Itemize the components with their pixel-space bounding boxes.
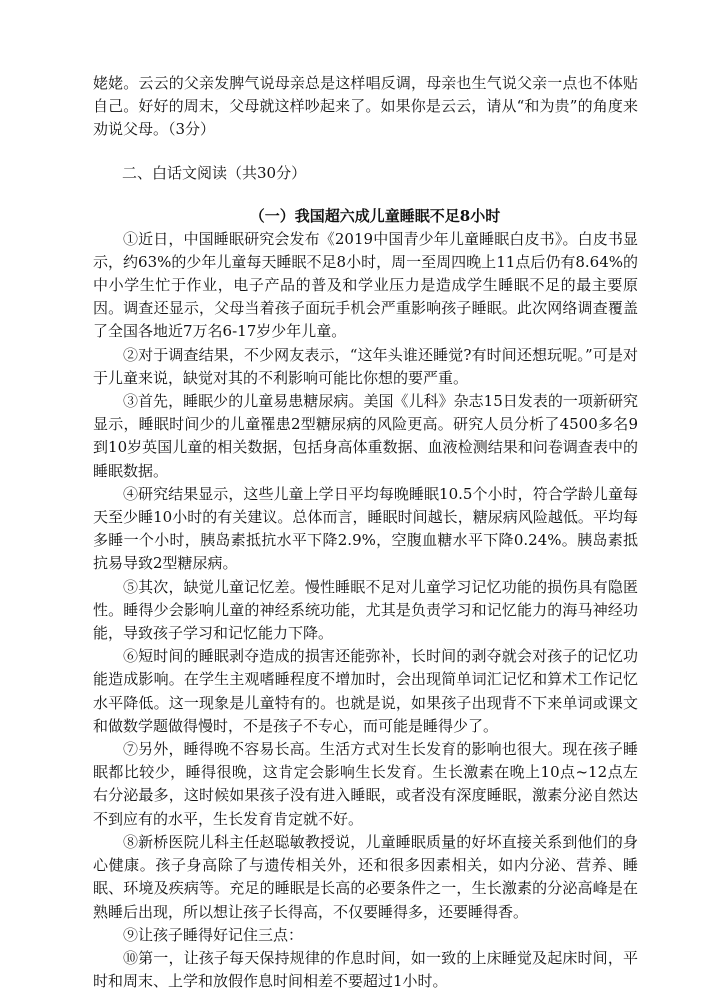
paragraph-10: ⑩第一，让孩子每天保持规律的作息时间，如一致的上床睡觉及起床时间，平时和周末、上学和放假作息时间相差不要超过1小时。 — [93, 948, 638, 991]
paragraph-6: ⑥短时间的睡眠剥夺造成的损害还能弥补，长时间的剥夺就会对孩子的记忆功能造成影响。在学生主观嗜睡程度不增加时，会出现简单词汇记忆和算术工作记忆水平降低。这一现象是儿童特有的。也就是说，如果孩子出现背不下来单词或课文和做数学题做得慢时，不是孩子不专心，而可能是睡得少了。 — [93, 647, 638, 735]
article-title: （一）我国超六成儿童睡眠不足8小时 — [249, 206, 501, 225]
section-heading: 二、白话文阅读（共30分） — [122, 163, 307, 182]
paragraph-7: ⑦另外，睡得晚不容易长高。生活方式对生长发育的影响也很大。现在孩子睡眠都比较少，睡得很晚，这肯定会影响生长发育。生长激素在晚上10点~12点左右分泌最多，这时候如果孩子没有进入睡眠，或者没有深度睡眠，激素分泌自然达不到应有的水平，生长发育肯定就不好。 — [93, 740, 638, 828]
paragraph-9: ⑨让孩子睡得好记住三点： — [123, 925, 304, 944]
paragraph-2: ②对于调查结果，不少网友表示，“这年头谁还睡觉?有时间还想玩呢。”可是对于儿童来说，缺觉对其的不利影响可能比你想的要严重。 — [93, 345, 638, 387]
intro-paragraph: 姥姥。云云的父亲发脾气说母亲总是这样唱反调，母亲也生气说父亲一点也不体贴自己。好好的周末，父母就这样吵起来了。如果你是云云，请从“和为贵”的角度来劝说父母。（3分） — [93, 74, 638, 139]
paragraph-3: ③首先，睡眠少的儿童易患糖尿病。美国《儿科》杂志15日发表的一项新研究显示，睡眠时间少的儿童罹患2型糖尿病的风险更高。研究人员分析了4500多名9到10岁英国儿童的相关数据，包括身高体重数据、血液检测结果和问卷调查表中的睡眠数据。 — [93, 392, 638, 480]
paragraph-8: ⑧新桥医院儿科主任赵聪敏教授说，儿童睡眠质量的好坏直接关系到他们的身心健康。孩子身高除了与遗传相关外，还和很多因素相关，如内分泌、营养、睡眠、环境及疾病等。充足的睡眠是长高的必要条件之一，生长激素的分泌高峰是在熟睡后出现，所以想让孩子长得高，不仅要睡得多，还要睡得香。 — [93, 832, 638, 921]
paragraph-4: ④研究结果显示，这些儿童上学日平均每晚睡眠10.5个小时，符合学龄儿童每天至少睡10小时的有关建议。总体而言，睡眠时间越长，糖尿病风险越低。平均每多睡一个小时，胰岛素抵抗水平下降2.9%，空腹血糖水平下降0.24%。胰岛素抵抗易导致2型糖尿病。 — [93, 484, 638, 573]
paragraph-5: ⑤其次，缺觉儿童记忆差。慢性睡眠不足对儿童学习记忆功能的损伤具有隐匿性。睡得少会影响儿童的神经系统功能，尤其是负责学习和记忆能力的海马神经功能，导致孩子学习和记忆能力下降。 — [93, 577, 638, 643]
paragraph-1: ①近日，中国睡眠研究会发布《2019中国青少年儿童睡眠白皮书》。白皮书显示，约63%的少年儿童每天睡眠不足8小时，周一至周四晚上11点后仍有8.64%的中小学生忙于作业，电子产品的普及和学业压力是造成学生睡眠不足的最主要原因。调查还显示，父母当着孩子面玩手机会严重影响孩子睡眠。此次网络调查覆盖了全国各地近7万名6-17岁少年儿童。 — [93, 229, 638, 341]
